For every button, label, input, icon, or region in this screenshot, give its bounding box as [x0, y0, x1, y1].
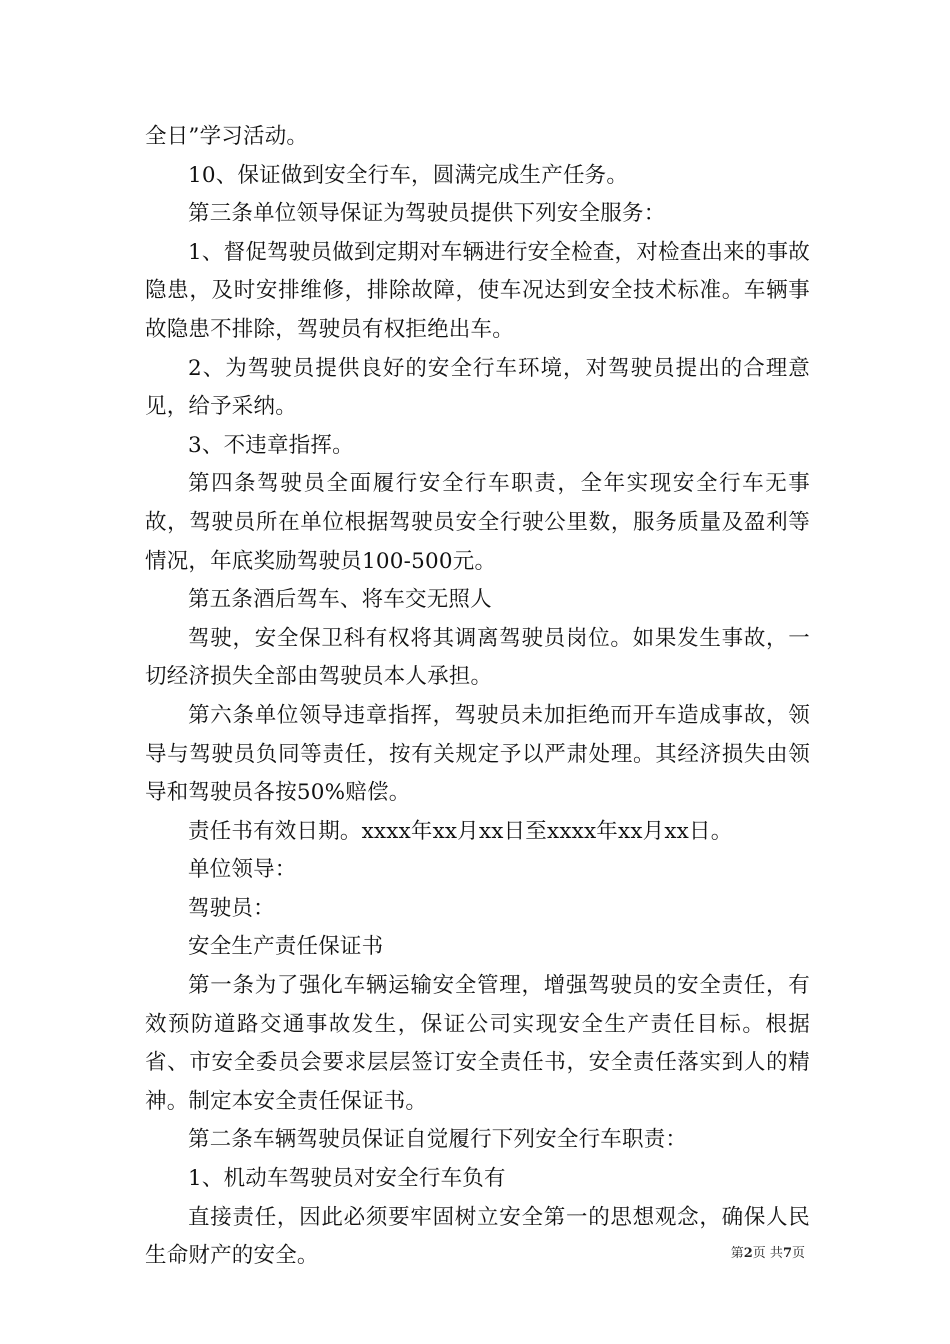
footer-middle: 页 共	[752, 1246, 783, 1261]
paragraph-12: 单位领导：	[188, 857, 297, 883]
page-number-footer	[731, 1246, 805, 1262]
footer-prefix: 第	[730, 1246, 744, 1261]
paragraph-11: 责任书有效日期。xxxx年xx月xx日至xxxx年xx月xx日。	[188, 818, 733, 844]
total-pages-number: 7	[782, 1246, 792, 1261]
paragraph-1: 全日”学习活动。	[145, 124, 309, 149]
footer-suffix: 页	[791, 1246, 805, 1261]
paragraph-15: 第一条为了强化车辆运输安全管理，增强驾驶员的安全责任，有效预防道路交通事故发生，保证公司实现安全生产责任目标。根据省、市安全委员会要求层层签订安全责任书，安全责任落实到人的精神。制定本安全责任保证书。	[145, 973, 810, 1114]
current-page-number: 2	[743, 1246, 753, 1261]
paragraph-4: 1、督促驾驶员做到定期对车辆进行安全检查，对检查出来的事故隐患，及时安排维修，排除故障，使车况达到安全技术标准。车辆事故隐患不排除，驾驶员有权拒绝出车。	[145, 239, 810, 342]
paragraph-17: 1、机动车驾驶员对安全行车负有	[188, 1166, 506, 1192]
paragraph-8: 第五条酒后驾车、将车交无照人	[188, 587, 492, 613]
paragraph-7: 第四条驾驶员全面履行安全行车职责，全年实现安全行车无事故，驾驶员所在单位根据驾驶员安全行驶公里数，服务质量及盈利等情况，年底奖励驾驶员100-500元。	[145, 471, 810, 574]
paragraph-9: 驾驶，安全保卫科有权将其调离驾驶员岗位。如果发生事故，一切经济损失全部由驾驶员本人承担。	[145, 625, 810, 690]
paragraph-3: 第三条单位领导保证为驾驶员提供下列安全服务：	[188, 201, 666, 227]
paragraph-6: 3、不违章指挥。	[188, 432, 354, 458]
paragraph-2: 10、保证做到安全行车，圆满完成生产任务。	[188, 162, 629, 188]
document-body	[145, 118, 810, 1276]
paragraph-18: 直接责任，因此必须要牢固树立安全第一的思想观念，确保人民生命财产的安全。	[145, 1204, 810, 1269]
paragraph-14: 安全生产责任保证书	[188, 934, 384, 960]
paragraph-5: 2、为驾驶员提供良好的安全行车环境，对驾驶员提出的合理意见，给予采纳。	[145, 355, 810, 420]
paragraph-10: 第六条单位领导违章指挥，驾驶员未加拒绝而开车造成事故，领导与驾驶员负同等责任，按有关规定予以严肃处理。其经济损失由领导和驾驶员各按50%赔偿。	[145, 702, 810, 806]
paragraph-13: 驾驶员：	[188, 895, 275, 921]
paragraph-16: 第二条车辆驾驶员保证自觉履行下列安全行车职责：	[188, 1127, 688, 1153]
